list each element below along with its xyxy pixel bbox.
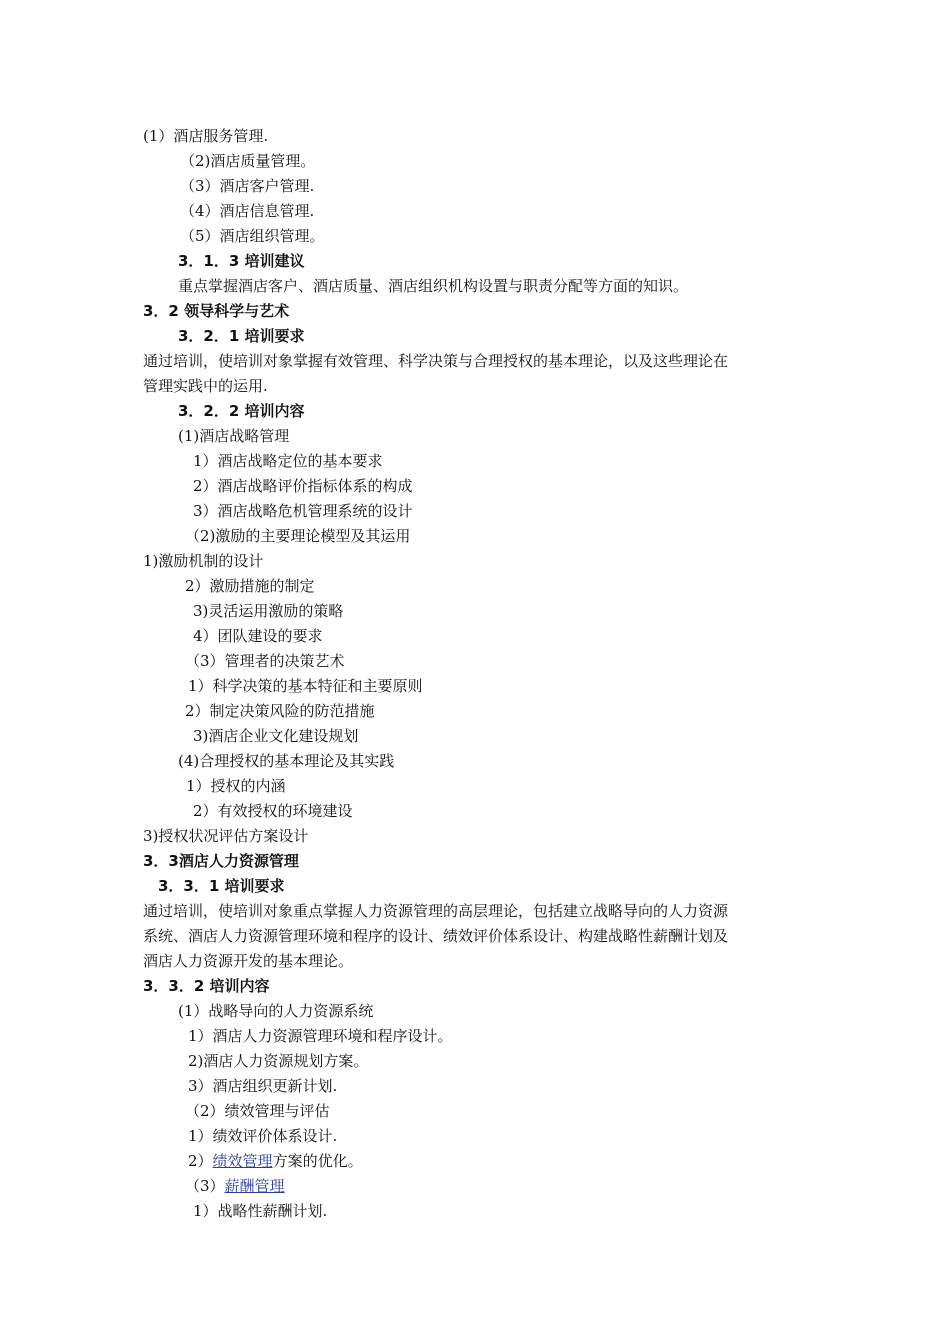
text-line: (4)合理授权的基本理论及其实践 [178,752,395,770]
section-heading: 3．2．1 培训要求 [178,327,305,345]
list-number: 2） [188,1152,213,1170]
text-line: 1）酒店人力资源管理环境和程序设计。 [188,1027,453,1045]
text-line: 2）有效授权的环境建设 [193,802,353,820]
text-line: （3）酒店客户管理. [180,177,315,195]
list-number: （3） [185,1177,225,1195]
text-line: 2）制定决策风险的防范措施 [185,702,375,720]
text-line: (1）酒店服务管理. [143,127,269,145]
text-line: 2)酒店人力资源规划方案。 [188,1052,369,1070]
text-line: 3)灵活运用激励的策略 [193,602,344,620]
text-line: 3)酒店企业文化建设规划 [193,727,359,745]
text-line: 3)授权状况评估方案设计 [143,827,309,845]
text-line: 1）授权的内涵 [186,777,286,795]
text-line: 4）团队建设的要求 [193,627,323,645]
text-line: （2）绩效管理与评估 [185,1102,330,1120]
section-heading: 3．2．2 培训内容 [178,402,305,420]
performance-management-link[interactable]: 绩效管理 [212,1152,273,1170]
text-line: 3）酒店战略危机管理系统的设计 [193,502,413,520]
text-line: 1)激励机制的设计 [143,552,264,570]
text-line: 1）战略性薪酬计划. [193,1202,328,1220]
text-line: 1）酒店战略定位的基本要求 [193,452,383,470]
text-line: （4）酒店信息管理. [180,202,315,220]
text-line [185,1176,285,1196]
text-line: 重点掌握酒店客户、酒店质量、酒店组织机构设置与职责分配等方面的知识。 [178,277,689,295]
text-line [188,1151,363,1171]
text-line: 1）科学决策的基本特征和主要原则 [188,677,423,695]
section-heading: 3．2 领导科学与艺术 [143,302,290,320]
text-line: 通过培训，使培训对象重点掌握人力资源管理的高层理论，包括建立战略导向的人力资源 [143,902,729,920]
text-line: （2)酒店质量管理。 [180,152,316,170]
section-heading: 3．3．2 培训内容 [143,977,270,995]
line-tail: 方案的优化。 [272,1152,363,1170]
text-line: 3）酒店组织更新计划. [188,1077,338,1095]
section-heading: 3．3酒店人力资源管理 [143,852,299,870]
text-line: 管理实践中的运用. [143,377,268,395]
text-line: (1）战略导向的人力资源系统 [178,1002,374,1020]
section-heading: 3．3．1 培训要求 [158,877,285,895]
text-line: 酒店人力资源开发的基本理论。 [143,952,354,970]
text-line: 系统、酒店人力资源管理环境和程序的设计、绩效评价体系设计、构建战略性薪酬计划及 [143,927,729,945]
text-line: 2）酒店战略评价指标体系的构成 [193,477,413,495]
text-line: 2）激励措施的制定 [185,577,315,595]
text-line: (1)酒店战略管理 [178,427,290,445]
compensation-management-link[interactable]: 薪酬管理 [224,1177,285,1195]
text-line: 通过培训，使培训对象掌握有效管理、科学决策与合理授权的基本理论，以及这些理论在 [143,352,729,370]
text-line: 1）绩效评价体系设计. [188,1127,338,1145]
section-heading: 3．1．3 培训建议 [178,252,305,270]
text-line: （5）酒店组织管理。 [180,227,325,245]
text-line: （3）管理者的决策艺术 [185,652,345,670]
text-line: （2)激励的主要理论模型及其运用 [185,527,411,545]
